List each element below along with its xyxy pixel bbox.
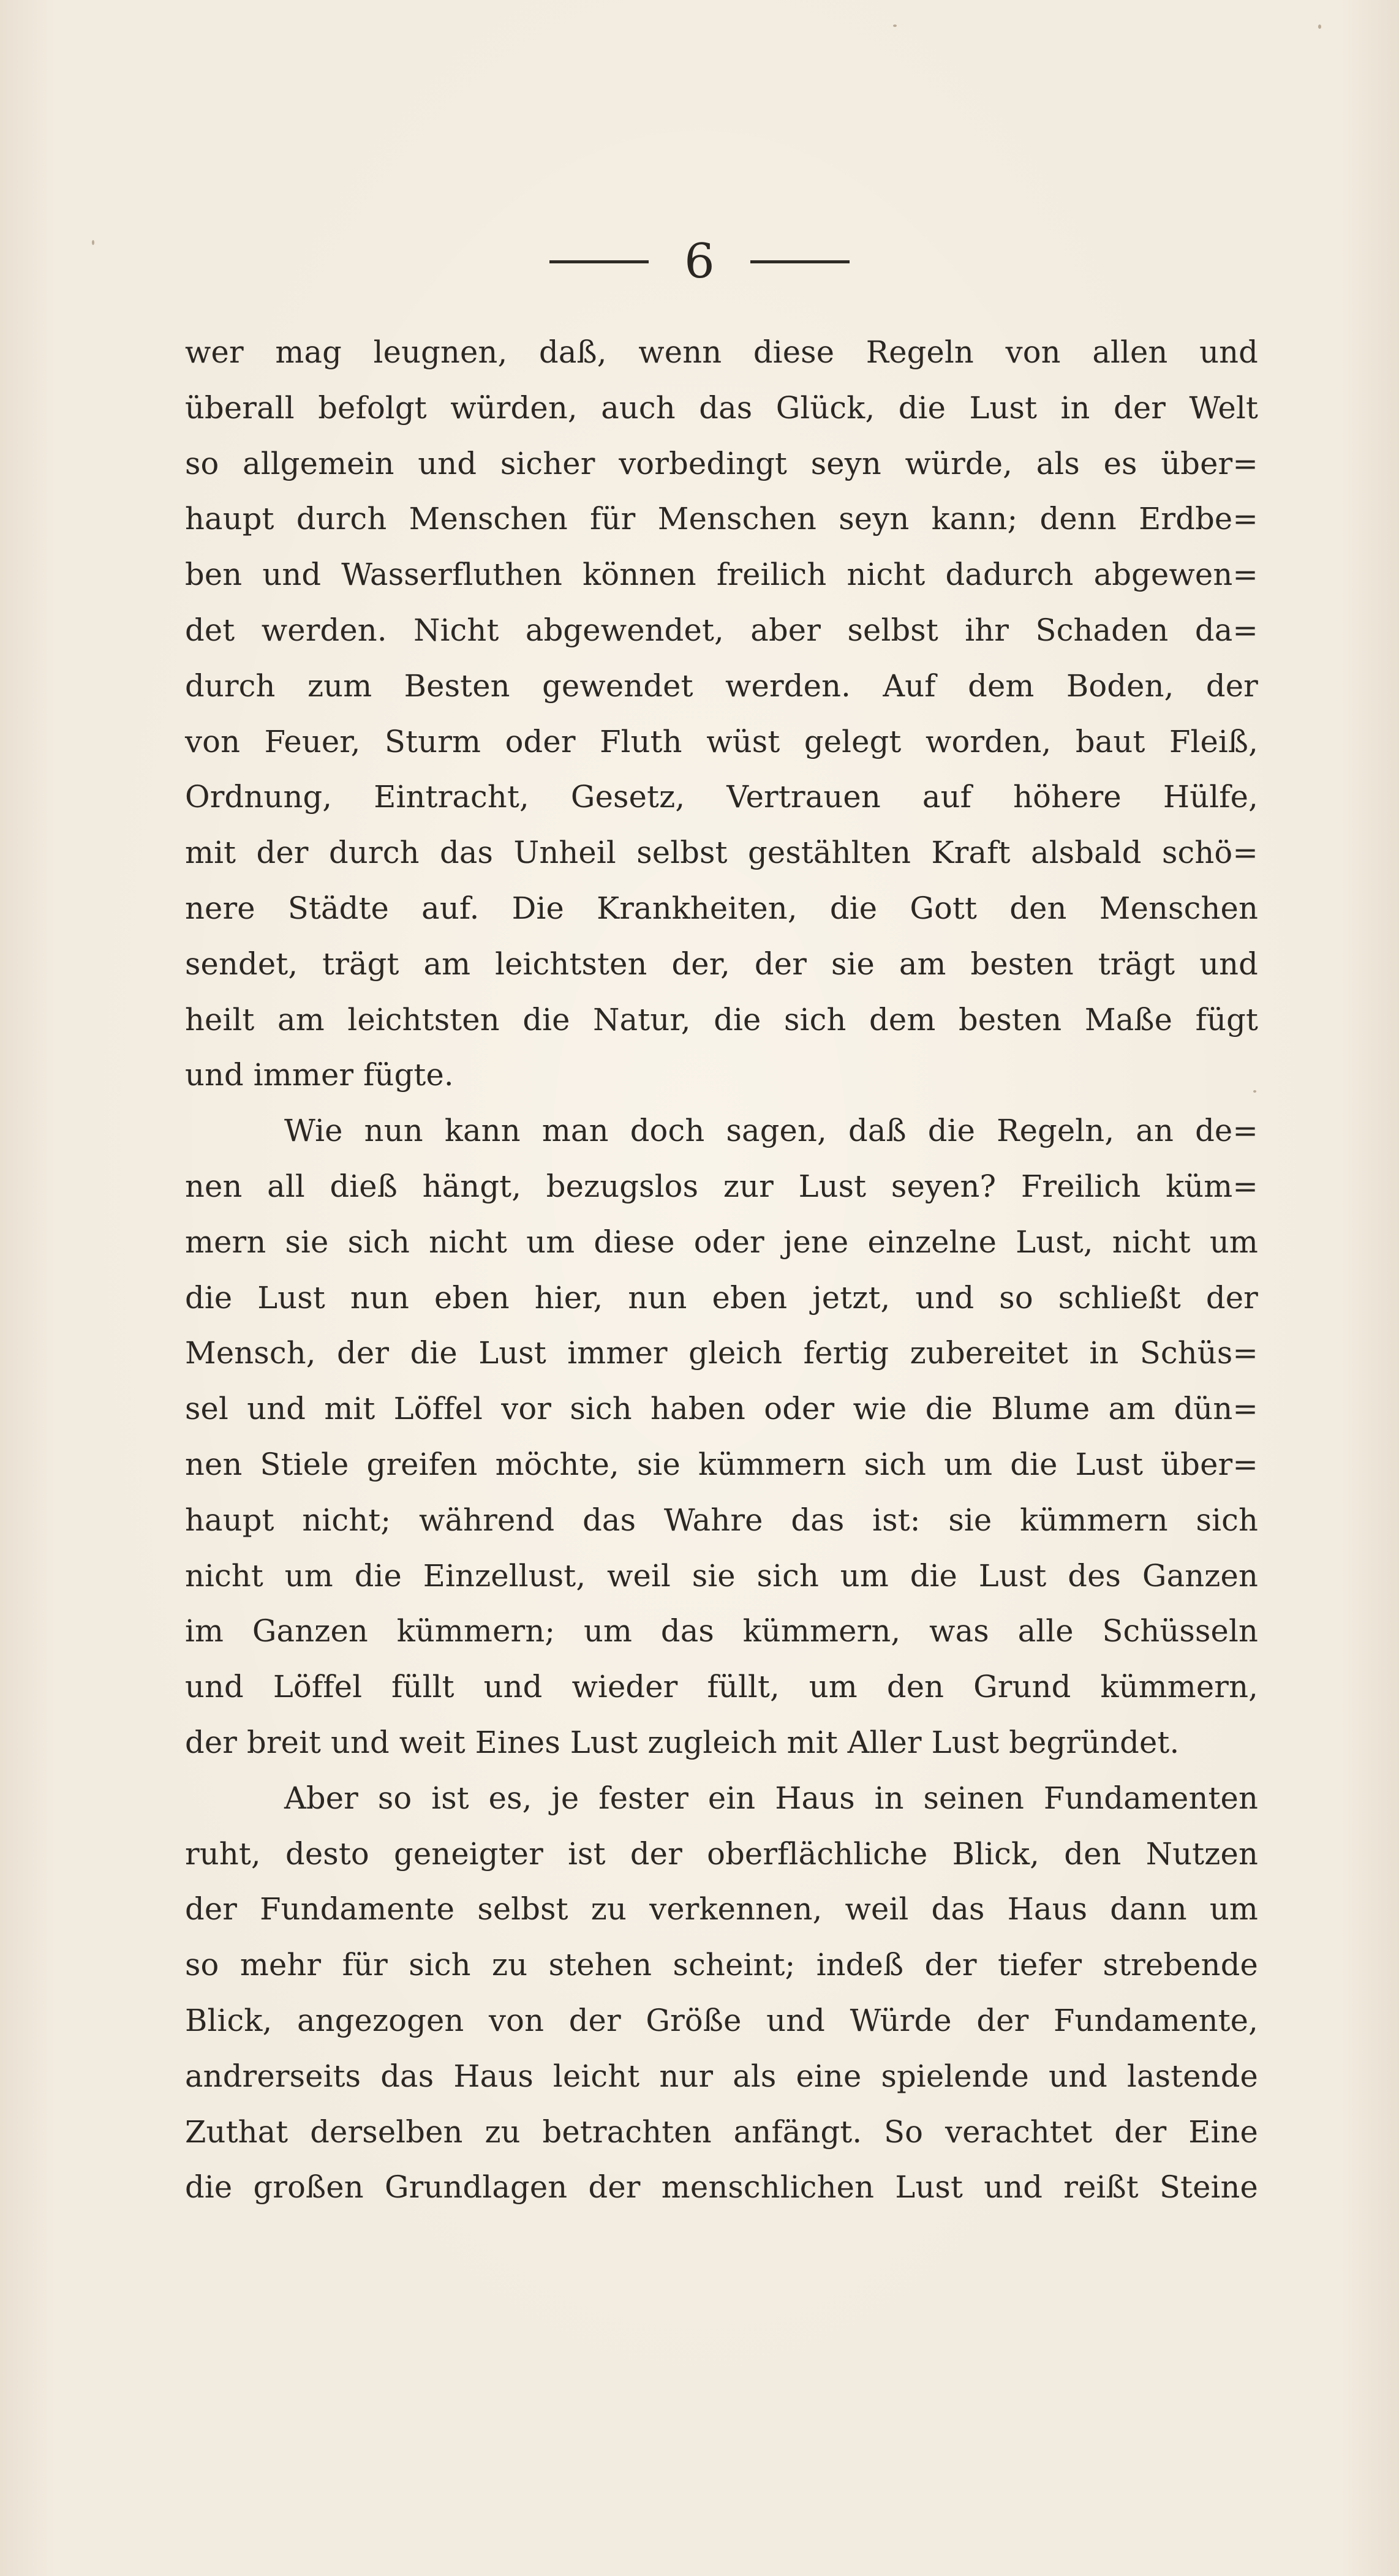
text-line: Mensch, der die Lust immer gleich fertig zubereitet in Schüs= (185, 1335, 1258, 1371)
text-line: nen Stiele greifen möchte, sie kümmern sich um die Lust über= (185, 1446, 1258, 1482)
text-line: die großen Grundlagen der menschlichen Lust und reißt Steine (185, 2169, 1258, 2205)
text-line: det werden. Nicht abgewendet, aber selbst ihr Schaden da= (185, 612, 1258, 648)
text-line: nen all dieß hängt, bezugslos zur Lust seyen? Freilich küm= (185, 1168, 1258, 1204)
text-line: mern sie sich nicht um diese oder jene einzelne Lust, nicht um (185, 1224, 1258, 1260)
text-line: von Feuer, Sturm oder Fluth wüst gelegt worden, baut Fleiß, (185, 723, 1258, 759)
text-line: durch zum Besten gewendet werden. Auf dem Boden, der (185, 668, 1258, 704)
text-line: der breit und weit Eines Lust zugleich mit Aller Lust begründet. (185, 1724, 1180, 1760)
text-line: so mehr für sich zu stehen scheint; indeß der tiefer strebende (185, 1947, 1258, 1983)
text-line: im Ganzen kümmern; um das kümmern, was alle Schüsseln (185, 1613, 1258, 1649)
text-line: mit der durch das Unheil selbst gestählten Kraft alsbald schö= (185, 835, 1258, 871)
header-rule-right (750, 260, 850, 263)
text-line: der Fundamente selbst zu verkennen, weil das Haus dann um (185, 1891, 1258, 1927)
header-rule-left (549, 260, 649, 263)
text-line: Blick, angezogen von der Größe und Würde der Fundamente, (185, 2002, 1258, 2038)
text-line: Zuthat derselben zu betrachten anfängt. So verachtet der Eine (185, 2114, 1258, 2150)
body-text (185, 325, 1258, 2215)
text-line: überall befolgt würden, auch das Glück, die Lust in der Welt (185, 390, 1258, 426)
text-line: sel und mit Löffel vor sich haben oder wie die Blume am dün= (185, 1391, 1258, 1427)
paper-speck (893, 24, 897, 27)
text-line: Aber so ist es, je fester ein Haus in seinen Fundamenten (284, 1780, 1258, 1816)
text-line: ben und Wasserfluthen können freilich nicht dadurch abgewen= (185, 557, 1258, 593)
text-line: nicht um die Einzellust, weil sie sich um die Lust des Ganzen (185, 1557, 1258, 1594)
text-line: sendet, trägt am leichtsten der, der sie am besten trägt und (185, 946, 1258, 982)
text-line: und Löffel füllt und wieder füllt, um den Grund kümmern, (185, 1669, 1258, 1705)
text-line: ruht, desto geneigter ist der oberflächliche Blick, den Nutzen (185, 1836, 1258, 1872)
text-line: nere Städte auf. Die Krankheiten, die Gott den Menschen (185, 890, 1258, 926)
text-line: haupt durch Menschen für Menschen seyn kann; denn Erdbe= (185, 501, 1258, 537)
text-line: heilt am leichtsten die Natur, die sich dem besten Maße fügt (185, 1001, 1258, 1038)
text-line: so allgemein und sicher vorbedingt seyn würde, als es über= (185, 445, 1258, 481)
text-line: haupt nicht; während das Wahre das ist: sie kümmern sich (185, 1502, 1258, 1538)
text-line: andrerseits das Haus leicht nur als eine spielende und lastende (185, 2058, 1258, 2094)
page-header (0, 228, 1399, 295)
page-number: 6 (684, 234, 715, 289)
text-line: und immer fügte. (185, 1057, 454, 1093)
text-line: wer mag leugnen, daß, wenn diese Regeln von allen und (185, 334, 1258, 370)
text-line: die Lust nun eben hier, nun eben jetzt, und so schließt der (185, 1279, 1258, 1316)
text-line: Wie nun kann man doch sagen, daß die Regeln, an de= (284, 1113, 1258, 1149)
text-line: Ordnung, Eintracht, Gesetz, Vertrauen auf höhere Hülfe, (185, 779, 1258, 815)
paper-speck (1318, 24, 1321, 29)
